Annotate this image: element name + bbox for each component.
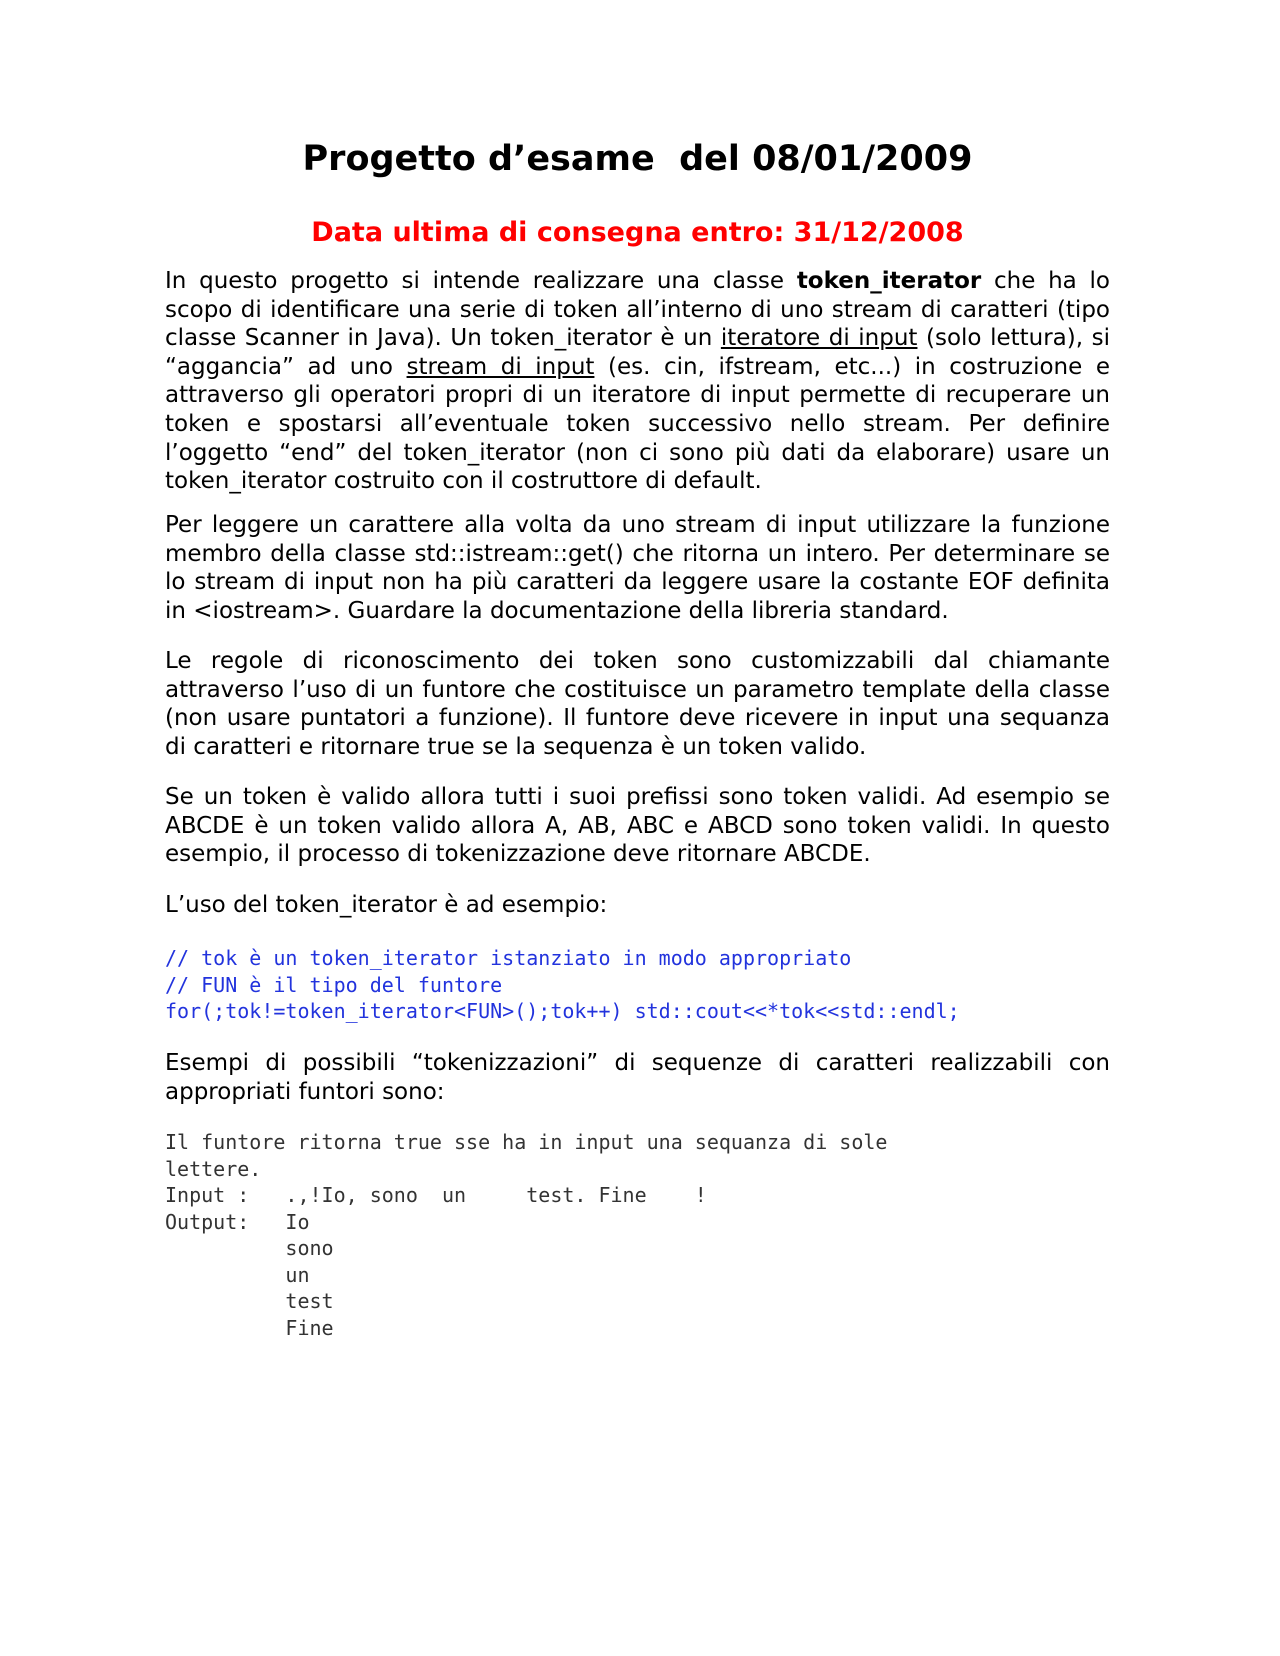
code-line: Output: Io [165,1209,310,1234]
intro-text-2: che ha lo scopo di identificare una serie di token all’interno di uno stream di caratteri (tipo classe Scanner in Java). Un token_iterator è un [165,268,1110,352]
code-block-usage [165,945,1110,1025]
page-title: Progetto d’esame del 08/01/2009 [302,139,973,179]
paragraph-get-function: Per leggere un carattere alla volta da uno stream di input utilizzare la funzione membro della classe std::istream::get() che ritorna un intero. Per determinare se lo stream di input non ha più caratteri da leggere usare la costante EOF definita in <iostream>. Guardare la documentazione della libreria standard. [165,512,1110,624]
intro-text-3: (solo lettura), si “aggancia” ad uno [165,325,1110,380]
code-line: for(;tok!=token_iterator<FUN>();tok++) std::cout<<*tok<<std::endl; [165,999,960,1023]
paragraph-intro [165,267,1110,496]
code-line: Il funtore ritorna true sse ha in input una sequanza di sole [165,1130,888,1154]
code-block-example [165,1129,1110,1341]
code-line: Fine [165,1315,334,1340]
paragraph-token-rules: Le regole di riconoscimento dei token sono customizzabili dal chiamante attraverso l’uso di un funtore che costituisce un parametro template della classe (non usare puntatori a funzione). Il funtore deve ricevere in input una sequanza di caratteri e ritornare true se la sequenza è un token valido. [165,648,1110,760]
intro-underline-input-iterator: iteratore di input [720,325,918,352]
intro-underline-input-stream: stream di input [406,353,595,380]
paragraph-examples: Esempi di possibili “tokenizzazioni” di sequenze di caratteri realizzabili con appropriati funtori sono: [165,1050,1110,1105]
deadline-heading: Data ultima di consegna entro: 31/12/2008 [311,217,964,248]
intro-class-name: token_iterator [796,268,982,294]
code-line: // FUN è il tipo del funtore [165,972,503,997]
paragraph-usage: L’uso del token_iterator è ad esempio: [165,892,608,918]
code-line: test [165,1289,334,1313]
code-line: un [165,1262,310,1287]
code-line: // tok è un token_iterator istanziato in modo appropriato [165,946,852,970]
intro-text-4: (es. cin, ifstream, etc...) in costruzione e attraverso gli operatori propri di un iteratore di input permette di recuperare un token e spostarsi all’eventuale token successivo nello stream. Per definire l’oggetto “end” del token_iterator (non ci sono più dati da elaborare) usare un token_iterator costruito con il costruttore di default. [165,353,1110,495]
paragraph-prefixes: Se un token è valido allora tutti i suoi prefissi sono token validi. Ad esempio se ABCDE è un token valido allora A, AB, ABC e ABCD sono token validi. In questo esempio, il processo di tokenizzazione deve ritornare ABCDE. [165,784,1110,868]
code-line: Input : .,!Io, sono un test. Fine ! [165,1183,707,1207]
intro-text-1: In questo progetto si intende realizzare una classe [165,268,797,294]
code-line: sono [165,1236,334,1260]
code-line: lettere. [165,1156,262,1181]
